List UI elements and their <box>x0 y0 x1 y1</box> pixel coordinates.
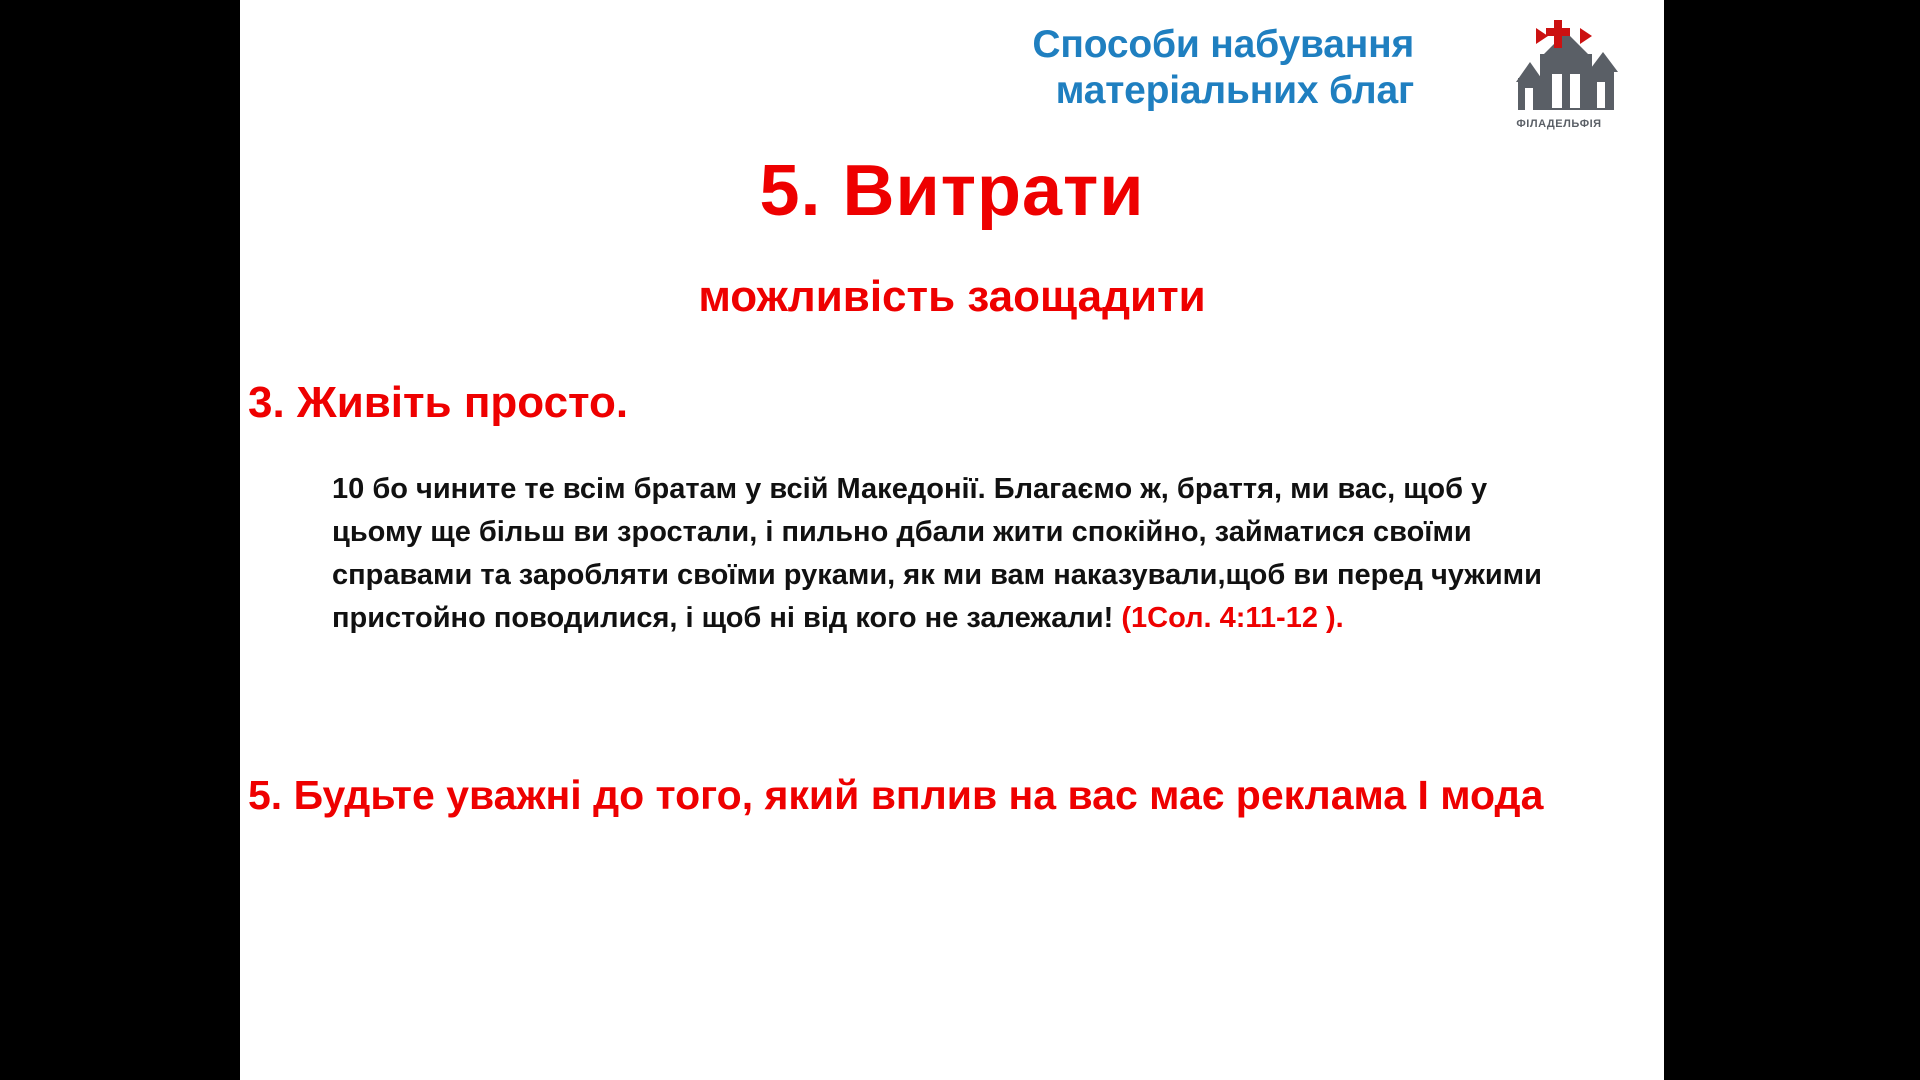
slide-header-title <box>794 22 1414 114</box>
header-title-line-2: матеріальних благ <box>1055 69 1414 113</box>
scripture-quote <box>332 468 1562 640</box>
list-item-point-3: 3. Живіть просто. <box>248 378 629 427</box>
list-item-point-5: 5. Будьте уважні до того, який вплив на вас має реклама І мода <box>248 772 1544 818</box>
scripture-reference: (1Сол. 4:11-12 ). <box>1121 601 1344 634</box>
church-logo-caption: ФІЛАДЕЛЬФІЯ <box>1516 118 1602 130</box>
slide-canvas <box>240 0 1664 1080</box>
slide-title: 5. Витрати <box>759 151 1145 231</box>
scripture-text: 10 бо чините те всім братам у всій Македонії. Благаємо ж, браття, ми вас, щоб у цьому ще більш ви зростали, і пильно дбали жити спокійно, займатися своїми справами та заробляти своїми руками, як ми вам наказували,щоб ви перед чужими пристойно поводилися, і щоб ні від кого не залежали! <box>332 473 1542 634</box>
church-logo-icon <box>1484 18 1634 116</box>
church-logo <box>1484 18 1634 138</box>
slide-subtitle: можливість заощадити <box>698 272 1206 321</box>
header-title-line-1: Способи набування <box>1032 23 1414 66</box>
